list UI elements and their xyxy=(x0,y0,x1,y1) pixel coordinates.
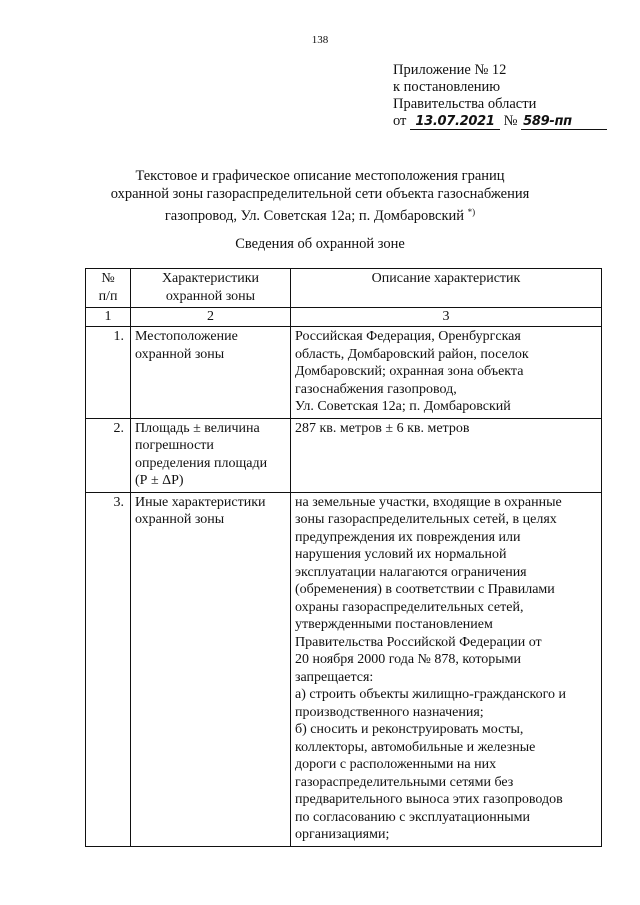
appendix-block xyxy=(393,62,607,130)
document-title xyxy=(0,167,640,225)
index-col-1: 1 xyxy=(86,308,131,327)
resolution-date-number xyxy=(393,113,607,130)
header-description: Описание характеристик xyxy=(291,269,602,308)
table-row xyxy=(86,492,602,846)
row-description: на земельные участки, входящие в охранные зоны газораспределительных сетей, в целях предупреждения их повреждения или нарушения условий их нормальной эксплуатации налагаются ограничения (обременения) в соответствии с Правилами охраны газораспределительных сетей, утвержденными постановлением Правительства Российской Федерации от 20 ноября 2000 года № 878, которыми запрещается: а) строить объекты жилищно-гражданского и производственного назначения; б) сносить и реконструировать мосты, коллекторы, автомобильные и железные дороги с расположенными на них газораспределительными сетями без предварительного выноса этих газопроводов по согласованию с эксплуатационными организациями; xyxy=(291,492,602,846)
title-line-2: охранной зоны газораспределительной сети объекта газоснабжения xyxy=(110,186,530,202)
resolution-number: 589-пп xyxy=(521,114,607,130)
number-sign: № xyxy=(503,113,518,129)
table-index-row xyxy=(86,308,602,327)
footnote-mark: *) xyxy=(467,207,476,217)
table-header-row xyxy=(86,269,602,308)
header-number: № п/п xyxy=(86,269,131,308)
index-col-3: 3 xyxy=(291,308,602,327)
header-characteristics: Характеристики охранной зоны xyxy=(131,269,291,308)
appendix-line-1: Приложение № 12 xyxy=(393,62,507,78)
row-description: 287 кв. метров ± 6 кв. метров xyxy=(291,418,602,492)
row-description: Российская Федерация, Оренбургская область, Домбаровский район, поселок Домбаровский; охранная зона объекта газоснабжения газопровод, Ул. Советская 12а; п. Домбаровский xyxy=(291,327,602,419)
title-line-3-wrap xyxy=(0,203,640,225)
appendix-line-2: к постановлению xyxy=(393,79,501,95)
title-line-3: газопровод, Ул. Советская 12а; п. Домбаровский xyxy=(164,208,465,224)
resolution-date: 13.07.2021 xyxy=(410,114,500,130)
row-number: 3. xyxy=(86,492,131,846)
title-line-1: Текстовое и графическое описание местоположения границ xyxy=(135,168,505,184)
appendix-line-3: Правительства области xyxy=(393,96,537,112)
row-number: 2. xyxy=(86,418,131,492)
section-subtitle: Сведения об охранной зоне xyxy=(235,236,405,252)
row-characteristic: Площадь ± величина погрешности определения площади (Р ± ΔР) xyxy=(131,418,291,492)
page-number: 138 xyxy=(311,34,329,46)
row-characteristic: Иные характеристики охранной зоны xyxy=(131,492,291,846)
index-col-2: 2 xyxy=(131,308,291,327)
table-row xyxy=(86,418,602,492)
from-label: от xyxy=(393,113,407,129)
table-row xyxy=(86,327,602,419)
row-characteristic: Местоположение охранной зоны xyxy=(131,327,291,419)
row-number: 1. xyxy=(86,327,131,419)
zone-info-table xyxy=(85,268,602,847)
